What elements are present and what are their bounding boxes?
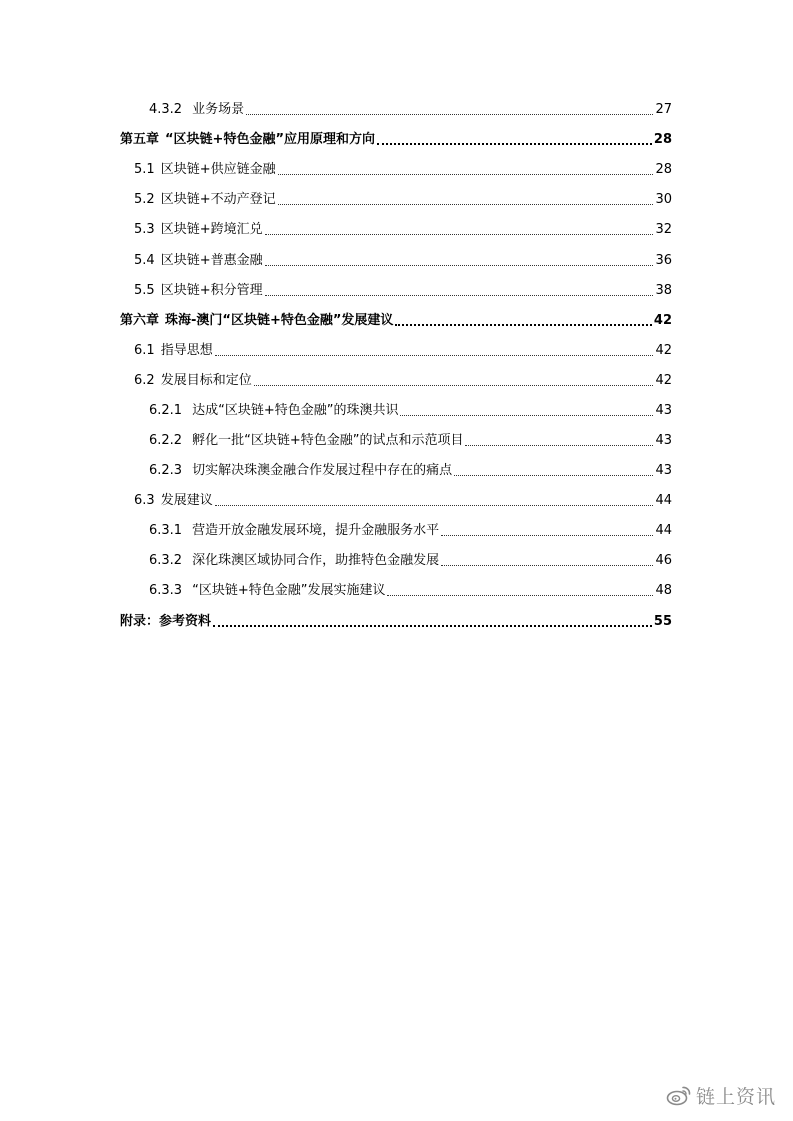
toc-leader-dots	[213, 625, 652, 627]
toc-entry-6-3-1[interactable]	[149, 519, 672, 539]
toc-entry-label	[134, 222, 263, 238]
toc-entry-page: 43	[655, 433, 672, 448]
toc-entry-number: 附录：	[120, 614, 160, 629]
weibo-icon	[666, 1084, 692, 1106]
toc-entry-6-1[interactable]	[134, 339, 672, 359]
toc-entry-number: 6.1	[134, 343, 155, 358]
toc-entry-number: 第五章	[120, 132, 160, 147]
toc-entry-6-3[interactable]	[134, 489, 672, 509]
toc-leader-dots	[441, 535, 653, 536]
toc-entry-number: 5.3	[134, 222, 155, 237]
toc-entry-page: 46	[655, 553, 672, 568]
toc-entry-page: 42	[655, 373, 672, 388]
toc-leader-dots	[246, 114, 653, 115]
toc-entry-title: 达成“区块链+特色金融”的珠澳共识	[192, 403, 399, 418]
toc-leader-dots	[454, 475, 653, 476]
toc-entry-page: 43	[655, 403, 672, 418]
toc-entry-6-2-2[interactable]	[149, 429, 672, 449]
toc-entry-page: 28	[655, 162, 672, 177]
toc-entry-5-1[interactable]	[134, 158, 672, 178]
toc-entry-title: “区块链+特色金融”应用原理和方向	[165, 132, 375, 147]
toc-entry-number: 6.2	[134, 373, 155, 388]
toc-entry-label	[149, 523, 439, 539]
toc-entry-appendix[interactable]	[120, 610, 672, 630]
watermark-text: 链上资讯	[696, 1085, 777, 1108]
toc-entry-title: 业务场景	[192, 102, 245, 117]
toc-entry-page: 55	[653, 614, 672, 629]
toc-entry-number: 6.3.3	[149, 583, 183, 598]
toc-entry-title: 区块链+不动产登记	[160, 192, 276, 207]
toc-entry-label	[134, 283, 263, 299]
toc-entry-6-3-3[interactable]	[149, 579, 672, 599]
toc-entry-5-3[interactable]	[134, 218, 672, 238]
toc-entry-label	[120, 614, 211, 630]
toc-entry-title: 切实解决珠澳金融合作发展过程中存在的痛点	[192, 463, 453, 478]
toc-entry-title: 区块链+积分管理	[160, 283, 263, 298]
toc-entry-number: 6.2.2	[149, 433, 183, 448]
toc-entry-number: 6.3	[134, 493, 155, 508]
toc-entry-label	[120, 313, 393, 329]
toc-entry-page: 44	[655, 523, 672, 538]
toc-leader-dots	[265, 295, 654, 296]
toc-entry-title: 参考资料	[159, 614, 212, 629]
toc-entry-number: 6.2.1	[149, 403, 183, 418]
toc-leader-dots	[395, 324, 652, 326]
toc-entry-page: 42	[655, 343, 672, 358]
toc-entry-title: 发展目标和定位	[160, 373, 252, 388]
toc-entry-title: 区块链+普惠金融	[160, 253, 263, 268]
toc-entry-number: 4.3.2	[149, 102, 183, 117]
toc-entry-number: 6.3.2	[149, 553, 183, 568]
toc-entry-label	[120, 132, 375, 148]
toc-entry-title: 发展建议	[160, 493, 213, 508]
toc-leader-dots	[465, 445, 653, 446]
toc-entry-title: 珠海-澳门“区块链+特色金融”发展建议	[165, 313, 394, 328]
toc-entry-5-2[interactable]	[134, 188, 672, 208]
toc-entry-label	[149, 102, 244, 118]
toc-entry-page: 44	[655, 493, 672, 508]
toc-entry-page: 36	[655, 253, 672, 268]
toc-leader-dots	[265, 234, 654, 235]
toc-entry-number: 5.4	[134, 253, 155, 268]
toc-entry-6-3-2[interactable]	[149, 549, 672, 569]
toc-entry-label	[149, 403, 398, 419]
toc-entry-number: 6.2.3	[149, 463, 183, 478]
toc-leader-dots	[265, 265, 654, 266]
toc-leader-dots	[215, 505, 654, 506]
toc-entry-page: 48	[655, 583, 672, 598]
toc-entry-5-4[interactable]	[134, 249, 672, 269]
toc-entry-page: 28	[653, 132, 672, 147]
toc-entry-page: 32	[655, 222, 672, 237]
toc-leader-dots	[278, 204, 654, 205]
toc-entry-title: 孵化一批“区块链+特色金融”的试点和示范项目	[192, 433, 464, 448]
toc-leader-dots	[441, 565, 653, 566]
toc-entry-chapter-6[interactable]	[120, 309, 672, 329]
toc-entry-label	[149, 433, 463, 449]
watermark	[666, 1082, 776, 1108]
toc-leader-dots	[400, 415, 653, 416]
toc-entry-5-5[interactable]	[134, 279, 672, 299]
toc-entry-chapter-5[interactable]	[120, 128, 672, 148]
toc-entry-page: 38	[655, 283, 672, 298]
toc-entry-title: 区块链+跨境汇兑	[160, 222, 263, 237]
toc-entry-label	[149, 463, 452, 479]
toc-entry-6-2-1[interactable]	[149, 399, 672, 419]
toc-entry-title: 营造开放金融发展环境，提升金融服务水平	[192, 523, 440, 538]
toc-entry-label	[134, 373, 252, 389]
toc-entry-page: 42	[653, 313, 672, 328]
toc-entry-page: 30	[655, 192, 672, 207]
toc-leader-dots	[387, 595, 653, 596]
toc-entry-page: 27	[655, 102, 672, 117]
toc-entry-title: 指导思想	[160, 343, 213, 358]
toc-entry-4-3-2[interactable]	[149, 98, 672, 118]
toc-entry-label	[149, 553, 439, 569]
toc-entry-label	[134, 162, 276, 178]
toc-leader-dots	[215, 355, 654, 356]
toc-entry-number: 5.1	[134, 162, 155, 177]
toc-entry-number: 5.5	[134, 283, 155, 298]
toc-entry-6-2-3[interactable]	[149, 459, 672, 479]
toc-entry-title: “区块链+特色金融”发展实施建议	[192, 583, 386, 598]
toc-leader-dots	[254, 385, 654, 386]
toc-leader-dots	[377, 143, 652, 145]
toc-entry-number: 5.2	[134, 192, 155, 207]
toc-entry-number: 6.3.1	[149, 523, 183, 538]
toc-entry-title: 深化珠澳区域协同合作，助推特色金融发展	[192, 553, 440, 568]
toc-entry-label	[134, 343, 213, 359]
toc-entry-label	[134, 192, 276, 208]
toc-entry-number: 第六章	[120, 313, 160, 328]
toc-entry-title: 区块链+供应链金融	[160, 162, 276, 177]
toc-entry-label	[134, 493, 213, 509]
toc-leader-dots	[278, 174, 654, 175]
toc-entry-6-2[interactable]	[134, 369, 672, 389]
toc-entry-page: 43	[655, 463, 672, 478]
toc-entry-label	[134, 253, 263, 269]
toc-entry-label	[149, 583, 385, 599]
